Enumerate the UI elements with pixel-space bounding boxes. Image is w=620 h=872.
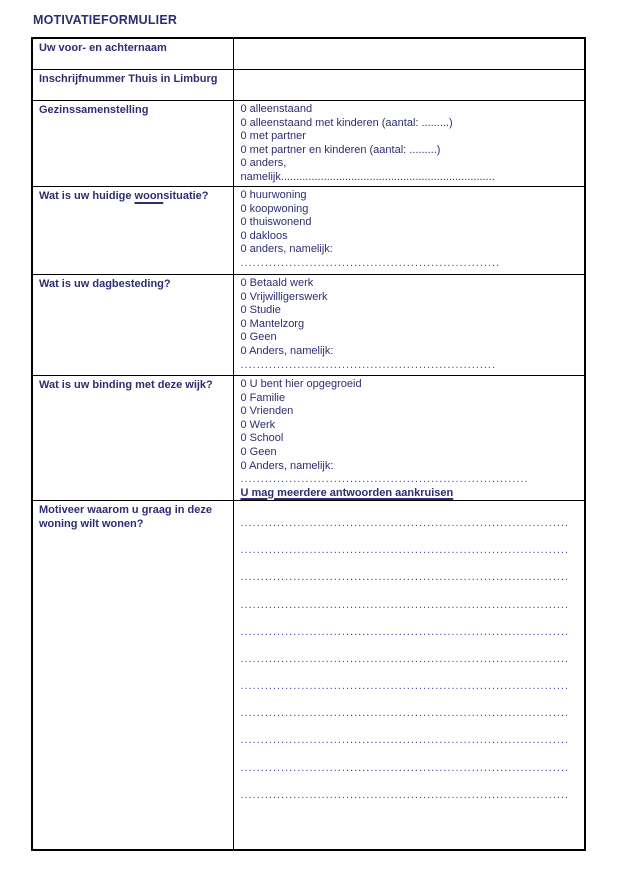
answer-area-binding[interactable] xyxy=(233,376,585,501)
form-row-woonsituatie xyxy=(32,187,585,275)
form-table xyxy=(31,37,586,851)
answer-area-dagbesteding[interactable] xyxy=(233,275,585,376)
answer-write-line[interactable] xyxy=(241,694,581,721)
form-row-inschrijfnummer xyxy=(32,70,585,101)
checkbox-option-line[interactable]: 0 Betaald werk xyxy=(240,277,314,289)
checkbox-option-line[interactable]: 0 met partner xyxy=(240,130,306,143)
answer-write-line[interactable] xyxy=(241,775,581,802)
form-row-naam xyxy=(32,38,585,70)
dotted-fill-line: ................................................................................. xyxy=(240,516,570,529)
dotted-fill-line: ................................................................................. xyxy=(240,625,570,638)
input-area-naam[interactable] xyxy=(233,38,585,70)
answer-write-line[interactable] xyxy=(241,612,581,639)
answer-write-line[interactable] xyxy=(241,721,581,748)
question-label-gezinssamenstelling: Gezinssamenstelling xyxy=(32,101,233,187)
question-label-binding: Wat is uw binding met deze wijk? xyxy=(32,376,233,501)
checkbox-option-line[interactable]: 0 Vrijwilligerswerk xyxy=(240,290,328,303)
checkbox-option-line[interactable]: 0 Familie xyxy=(240,391,286,404)
dotted-fill-line: ................................................................................. xyxy=(240,571,570,584)
checkbox-option-line[interactable]: 0 Vrienden xyxy=(240,405,294,418)
dotted-fill-line: ................................................................................. xyxy=(240,761,570,774)
answer-write-line[interactable] xyxy=(241,558,581,585)
dotted-fill-line[interactable]: ............................................................... xyxy=(240,358,497,371)
checkbox-option-line[interactable]: 0 huurwoning xyxy=(240,189,307,201)
checkbox-option-line[interactable]: 0 thuiswonend xyxy=(240,216,312,229)
checkbox-option-line[interactable]: 0 Geen xyxy=(240,445,277,458)
answer-write-line[interactable] xyxy=(241,666,581,693)
input-area-inschrijfnummer[interactable] xyxy=(233,70,585,101)
checkbox-option-line[interactable]: 0 alleenstaand xyxy=(240,103,313,115)
dotted-fill-line[interactable]: ....................................................................... xyxy=(240,473,529,486)
dotted-fill-line: ................................................................................. xyxy=(240,598,570,611)
answer-area-motivatie[interactable] xyxy=(233,501,585,851)
checkbox-option-line[interactable]: 0 School xyxy=(240,432,284,445)
checkbox-option-line[interactable]: 0 alleenstaand met kinderen (aantal: .........) xyxy=(240,116,453,129)
question-label-inschrijfnummer: Inschrijfnummer Thuis in Limburg xyxy=(32,70,233,101)
checkbox-option-line[interactable]: 0 met partner en kinderen (aantal: .........) xyxy=(240,143,441,156)
question-label-naam: Uw voor- en achternaam xyxy=(32,38,233,70)
form-row-gezinssamenstelling xyxy=(32,101,585,187)
checkbox-option-line[interactable]: 0 Anders, namelijk: xyxy=(240,344,334,357)
checkbox-option-line[interactable]: 0 anders, xyxy=(240,157,287,170)
multiple-answers-note: U mag meerdere antwoorden aankruisen xyxy=(240,486,454,499)
form-row-binding xyxy=(32,376,585,501)
checkbox-option-line[interactable]: 0 Geen xyxy=(240,331,277,344)
checkbox-option-line[interactable]: 0 Mantelzorg xyxy=(240,317,305,330)
answer-write-line[interactable] xyxy=(241,531,581,558)
page-title: MOTIVATIEFORMULIER xyxy=(33,13,178,27)
checkbox-option-line[interactable]: 0 Anders, namelijk: xyxy=(240,459,334,472)
answer-write-line[interactable] xyxy=(241,748,581,775)
checkbox-option-line[interactable]: 0 Studie xyxy=(240,304,281,317)
answer-area-gezinssamenstelling[interactable] xyxy=(233,101,585,187)
checkbox-option-line[interactable]: namelijk...................................................................... xyxy=(240,170,495,183)
question-label-dagbesteding: Wat is uw dagbesteding? xyxy=(32,275,233,376)
question-label-woonsituatie: Wat is uw huidige woonsituatie? xyxy=(32,187,233,275)
answer-write-line[interactable] xyxy=(241,639,581,666)
dotted-fill-line: ................................................................................. xyxy=(240,680,570,693)
checkbox-option-line[interactable]: 0 Werk xyxy=(240,418,276,431)
checkbox-option-line[interactable]: 0 U bent hier opgegroeid xyxy=(240,378,362,390)
answer-area-woonsituatie[interactable] xyxy=(233,187,585,275)
dotted-fill-line: ................................................................................. xyxy=(240,652,570,665)
dotted-fill-line: ................................................................................. xyxy=(240,788,570,801)
question-label-motivatie: Motiveer waarom u graag in deze woning wilt wonen? xyxy=(32,501,233,851)
checkbox-option-line[interactable]: 0 dakloos xyxy=(240,229,288,242)
checkbox-option-line[interactable]: 0 koopwoning xyxy=(240,202,309,215)
dotted-fill-line: ................................................................................. xyxy=(240,707,570,720)
answer-write-line[interactable] xyxy=(241,503,581,530)
form-row-dagbesteding xyxy=(32,275,585,376)
dotted-fill-line[interactable]: ................................................................ xyxy=(240,256,501,269)
checkbox-option-line[interactable]: 0 anders, namelijk: xyxy=(240,243,333,256)
form-row-motivatie xyxy=(32,501,585,851)
dotted-fill-line: ................................................................................. xyxy=(240,544,570,557)
answer-write-line[interactable] xyxy=(241,585,581,612)
dotted-fill-line: ................................................................................. xyxy=(240,734,570,747)
